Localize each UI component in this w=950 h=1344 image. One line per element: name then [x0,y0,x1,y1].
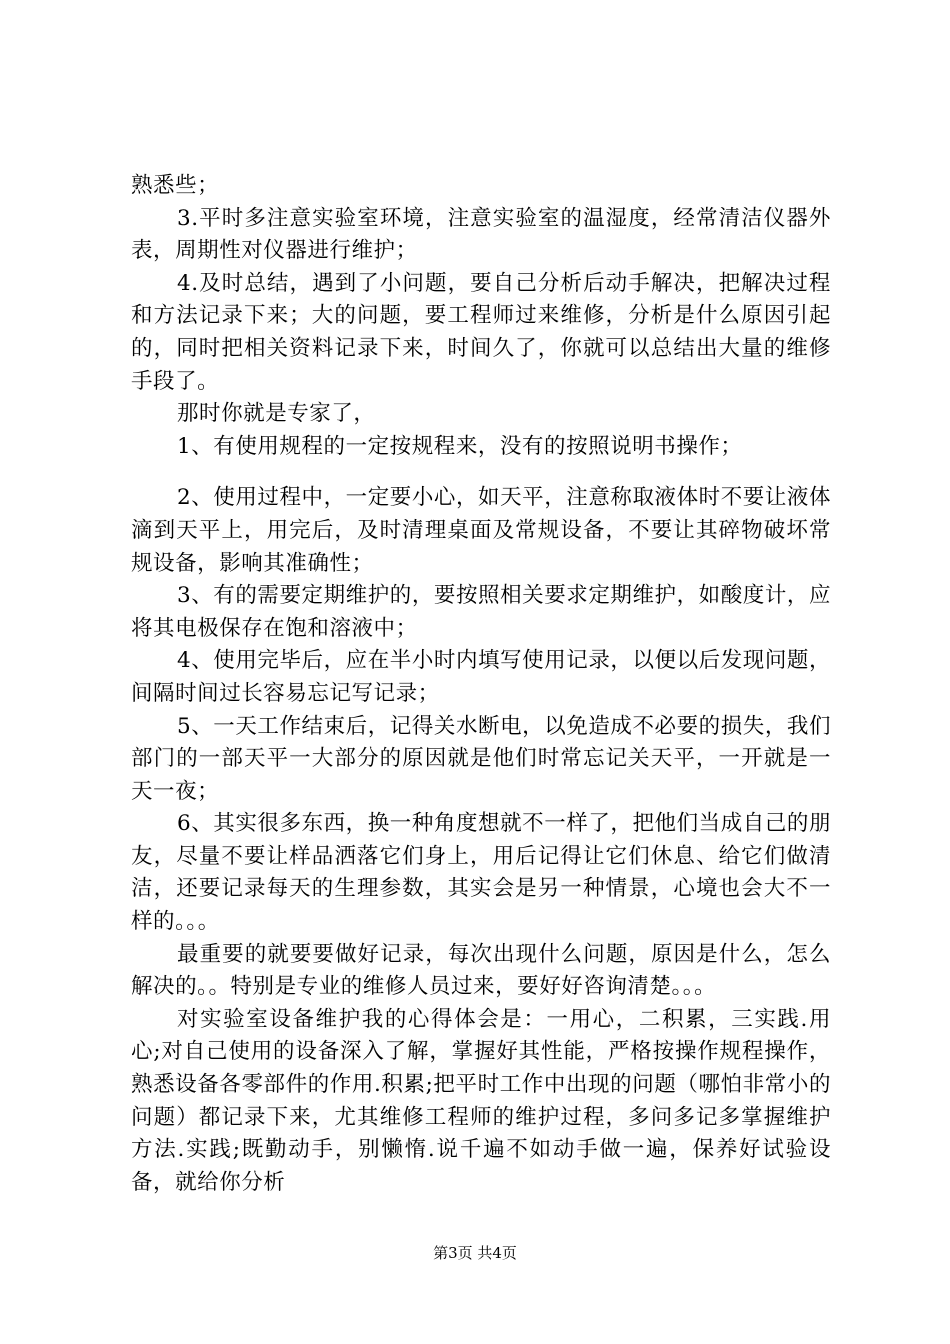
paragraph-12: 对实验室设备维护我的心得体会是：一用心，二积累，三实践.用心;对自己使用的设备深入了解，掌握好其性能，严格按操作规程操作，熟悉设备各零部件的作用.积累;把平时工作中出现的问题（哪怕非常小的问题）都记录下来，尤其维修工程师的维护过程，多问多记多掌握维护方法.实践;既勤动手，别懒惰.说千遍不如动手做一遍，保养好试验设备，就给你分析 [131,1006,831,1195]
paragraph-8: 4、使用完毕后，应在半小时内填写使用记录，以便以后发现问题，间隔时间过长容易忘记写记录； [131,648,831,706]
page-number-footer: 第3页 共4页 [433,1244,517,1262]
document-body [131,170,831,1199]
paragraph-3: 4.及时总结，遇到了小问题，要自己分析后动手解决，把解决过程和方法记录下来；大的问题，要工程师过来维修，分析是什么原因引起的，同时把相关资料记录下来，时间久了，你就可以总结出大量的维修手段了。 [131,270,831,394]
paragraph-11: 最重要的就要要做好记录，每次出现什么问题，原因是什么，怎么解决的。。特别是专业的维修人员过来，要好好咨询清楚。。。 [131,941,831,1000]
paragraph-4: 那时你就是专家了， [177,401,376,427]
paragraph-5: 1、有使用规程的一定按规程来，没有的按照说明书操作； [177,433,743,459]
paragraph-6: 2、使用过程中，一定要小心，如天平，注意称取液体时不要让液体滴到天平上，用完后，及时清理桌面及常规设备，不要让其碎物破坏常规设备，影响其准确性； [131,485,831,576]
paragraph-7: 3、有的需要定期维护的，要按照相关要求定期维护，如酸度计，应将其电极保存在饱和溶液中； [131,583,831,641]
paragraph-1: 熟悉些； [131,173,220,198]
paragraph-2: 3.平时多注意实验室环境，注意实验室的温湿度，经常清洁仪器外表，周期性对仪器进行维护； [131,205,831,264]
paragraph-9: 5、一天工作结束后，记得关水断电，以免造成不必要的损失，我们部门的一部天平一大部分的原因就是他们时常忘记关天平，一开就是一天一夜； [131,713,831,804]
paragraph-10: 6、其实很多东西，换一种角度想就不一样了，把他们当成自己的朋友，尽量不要让样品洒落它们身上，用后记得让它们休息、给它们做清洁，还要记录每天的生理参数，其实会是另一种情景，心境也会大不一样的。。。 [131,811,831,935]
